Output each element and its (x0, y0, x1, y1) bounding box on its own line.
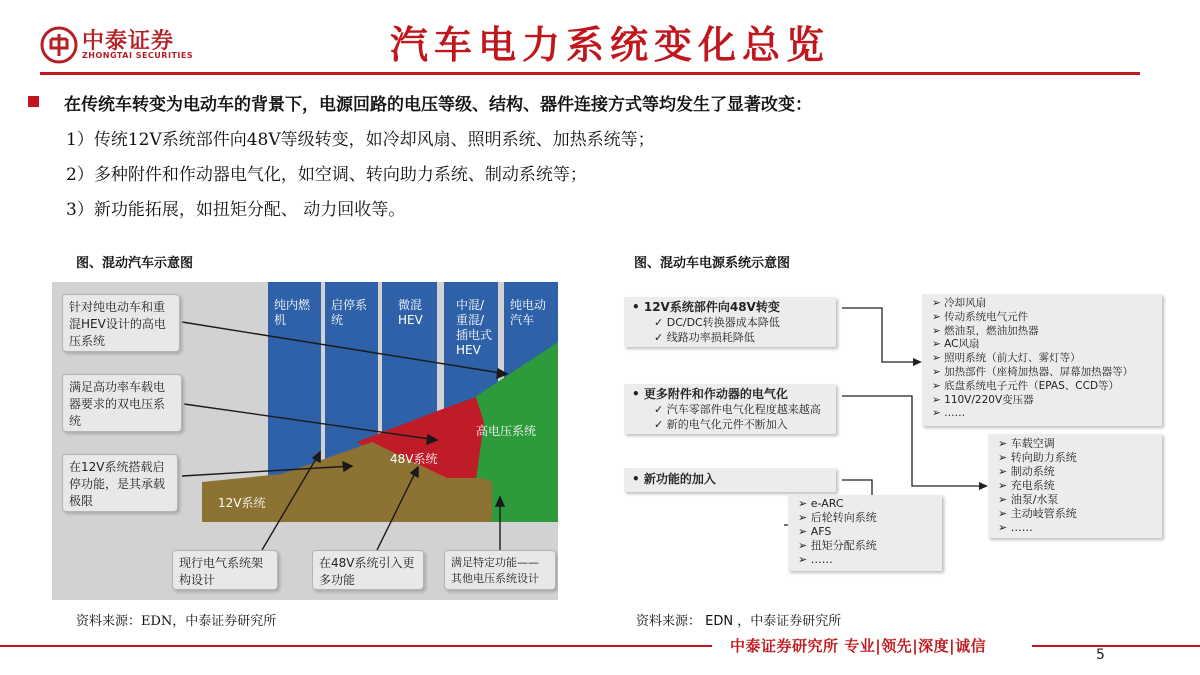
company-name-cn: 中泰证券 (82, 29, 175, 54)
group-12v-to-48v: • 12V系统部件向48V转变 ✓ DC/DC转换器成本降低 ✓ 线路功率损耗降低 (624, 297, 836, 347)
group-elec-item-2: 新的电气化元件不断加入 (666, 418, 788, 431)
group-12v-heading: 12V系统部件向48V转变 (643, 300, 780, 314)
callout-12v-limit: 在12V系统搭载启停功能，是其承载极限 (62, 454, 178, 512)
callout-48v-features: 在48V系统引入更多功能 (312, 550, 424, 590)
footer-rule-right (1032, 645, 1200, 647)
region-hv-label: 高电压系统 (476, 424, 537, 438)
list-elec-item: 充电系统 (1010, 479, 1055, 492)
group-12v-item-1: DC/DC转换器成本降低 (666, 316, 780, 329)
list-new-features: ➢ e-ARC ➢ 后轮转向系统 ➢ AFS ➢ 扭矩分配系统 ➢ …… (788, 495, 942, 571)
sub-point-1: 1）传统12V系统部件向48V等级转变，如冷却风扇、照明系统、加热系统等； (66, 130, 655, 150)
list-elec-item: 主动岐管系统 (1010, 507, 1077, 520)
list-48v-item: …… (944, 407, 966, 420)
list-48v-item: AC风扇 (944, 338, 980, 351)
list-new-item: …… (810, 553, 833, 566)
bullet-marker (28, 96, 39, 107)
column-bev: 纯电动 汽车 (510, 298, 547, 327)
list-elec-item: 制动系统 (1010, 465, 1055, 478)
callout-hv-design: 针对纯电动车和重混HEV设计的高电压系统 (62, 294, 180, 352)
list-new-item: 扭矩分配系统 (810, 539, 877, 552)
region-12v-label: 12V系统 (218, 496, 266, 510)
group-electrification: • 更多附件和作动器的电气化 ✓ 汽车零部件电气化程度越来越高 ✓ 新的电气化元件不断加入 (624, 384, 836, 434)
right-figure-title: 图、混动车电源系统示意图 (634, 256, 791, 271)
list-electrified-systems: ➢ 车载空调 ➢ 转向助力系统 ➢ 制动系统 ➢ 充电系统 ➢ 油泵/水泵 ➢ 主动岐管系统 ➢ …… (988, 434, 1162, 538)
list-48v-item: 110V/220V变压器 (944, 393, 1034, 406)
list-elec-item: 油泵/水泵 (1010, 493, 1059, 506)
list-elec-item: 转向助力系统 (1010, 451, 1077, 464)
list-48v-item: 照明系统（前大灯、雾灯等） (944, 352, 1081, 365)
left-figure-title: 图、混动汽车示意图 (76, 256, 194, 271)
list-elec-item: 车载空调 (1010, 437, 1055, 450)
list-48v-item: 底盘系统电子元件（EPAS、CCD等） (944, 379, 1120, 392)
list-48v-item: 燃油泵，燃油加热器 (944, 324, 1039, 337)
list-new-item: AFS (810, 525, 832, 538)
sub-point-3: 3）新功能拓展，如扭矩分配、 动力回收等。 (66, 200, 406, 220)
list-new-item: 后轮转向系统 (810, 511, 877, 524)
title-divider (40, 72, 1140, 75)
page-title: 汽车电力系统变化总览 (389, 22, 830, 67)
company-name-en: ZHONGTAI SECURITIES (82, 51, 194, 60)
left-figure-source: 资料来源：EDN，中泰证券研究所 (76, 614, 277, 629)
callout-other-voltage: 满足特定功能——其他电压系统设计 (444, 550, 556, 590)
footer-slogan: 中泰证券研究所 专业|领先|深度|诚信 (730, 637, 987, 655)
group-new-heading: 新功能的加入 (643, 472, 716, 486)
company-logo-icon (40, 26, 78, 64)
right-source-rest: ，中泰证券研究所 (737, 614, 842, 629)
list-48v-components: ➢ 冷却风扇 ➢ 传动系统电气元件 ➢ 燃油泵，燃油加热器 ➢ AC风扇 ➢ 照明系统（前大灯、雾灯等） ➢ 加热部件（座椅加热器、屏幕加热器等） ➢ 底盘系统电子元件（EPAS、CCD等） ➢ 110V/220V变压器 ➢ …… (922, 294, 1162, 426)
column-ice: 纯内燃 机 (274, 298, 311, 327)
column-mild-full-phev: 中混/ 重混/ 插电式 HEV (456, 298, 493, 357)
group-elec-item-1: 汽车零部件电气化程度越来越高 (666, 403, 821, 416)
right-source-label: 资料来源： (636, 614, 702, 629)
right-figure-source (636, 610, 841, 629)
list-48v-item: 传动系统电气元件 (944, 310, 1029, 323)
column-micro-hev: 微混 HEV (398, 298, 423, 327)
callout-dual-voltage: 满足高功率车载电器要求的双电压系统 (62, 374, 182, 432)
callout-current-architecture: 现行电气系统架构设计 (172, 550, 278, 590)
main-bullet-text: 在传统车转变为电动车的背景下，电源回路的电压等级、结构、器件连接方式等均发生了显著改变： (64, 95, 812, 115)
list-48v-item: 加热部件（座椅加热器、屏幕加热器等） (944, 365, 1134, 378)
footer-rule-left (0, 645, 712, 647)
column-start-stop: 启停系 统 (331, 298, 368, 327)
page-number: 5 (1096, 647, 1105, 663)
list-elec-item: …… (1010, 521, 1033, 534)
list-new-item: e-ARC (810, 497, 844, 510)
right-source-edn: EDN (705, 614, 734, 629)
region-48v-label: 48V系统 (390, 452, 438, 466)
list-48v-item: 冷却风扇 (944, 297, 987, 309)
sub-point-2: 2）多种附件和作动器电气化，如空调、转向助力系统、制动系统等； (66, 165, 587, 185)
hybrid-vehicle-diagram (52, 282, 558, 600)
group-elec-heading: 更多附件和作动器的电气化 (643, 387, 788, 401)
group-new-features: • 新功能的加入 (624, 468, 836, 492)
group-12v-item-2: 线路功率损耗降低 (666, 331, 755, 344)
